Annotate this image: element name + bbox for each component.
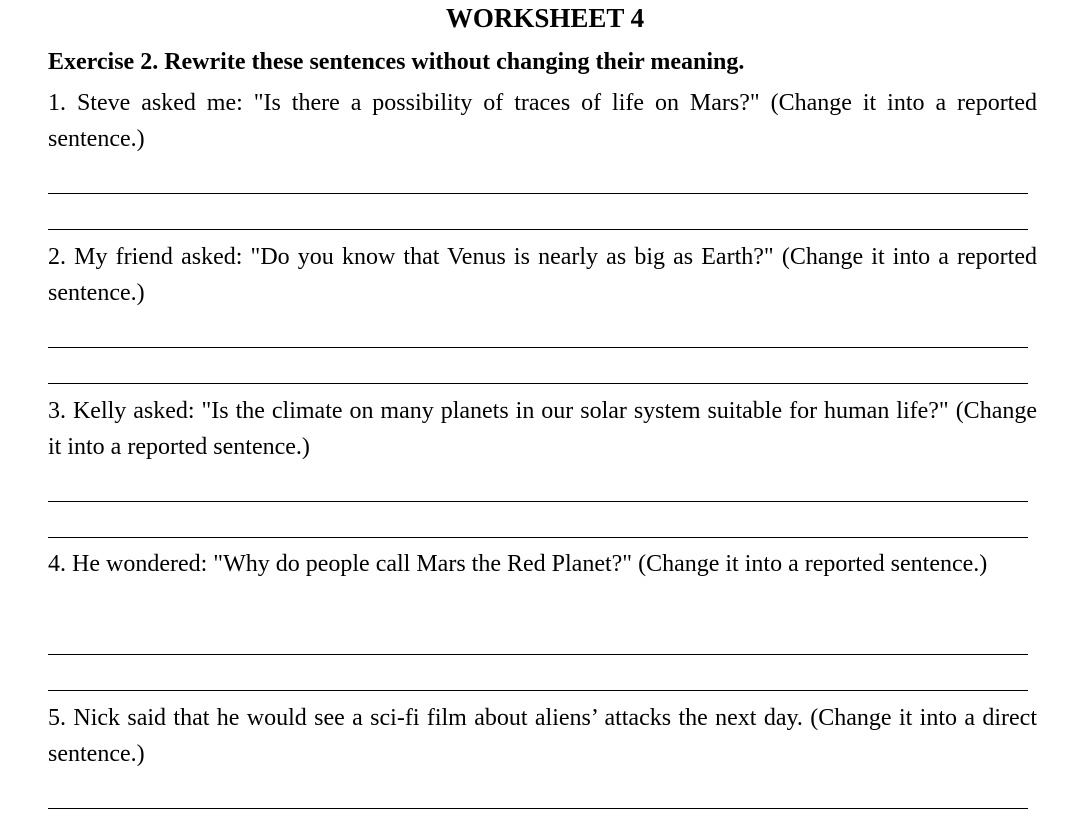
exercise-item-4 bbox=[48, 546, 1037, 582]
answer-line-4b[interactable] bbox=[48, 690, 1028, 691]
item-3-text: 3. Kelly asked: "Is the climate on many planets in our solar system suitable for human life?" (Change it into a reported sentence.) bbox=[48, 398, 1037, 460]
exercise-item-1 bbox=[48, 85, 1037, 157]
item-4-text: 4. He wondered: "Why do people call Mars the Red Planet?" (Change it into a reported sentence.) bbox=[48, 551, 988, 577]
answer-line-1a[interactable] bbox=[48, 193, 1028, 194]
exercise-item-5 bbox=[48, 700, 1037, 772]
answer-line-2a[interactable] bbox=[48, 347, 1028, 348]
answer-line-5a[interactable] bbox=[48, 808, 1028, 809]
answer-line-2b[interactable] bbox=[48, 383, 1028, 384]
answer-line-3b[interactable] bbox=[48, 537, 1028, 538]
exercise-item-3 bbox=[48, 393, 1037, 465]
item-2-text: 2. My friend asked: "Do you know that Venus is nearly as big as Earth?" (Change it into a reported sentence.) bbox=[48, 244, 1037, 306]
item-1-text: 1. Steve asked me: "Is there a possibility of traces of life on Mars?" (Change it into a reported sentence.) bbox=[48, 90, 1037, 152]
exercise-item-2 bbox=[48, 239, 1037, 311]
worksheet-title: WORKSHEET 4 bbox=[445, 3, 645, 33]
answer-line-4a[interactable] bbox=[48, 654, 1028, 655]
exercise-instruction: Exercise 2. Rewrite these sentences without changing their meaning. bbox=[48, 49, 745, 75]
answer-line-1b[interactable] bbox=[48, 229, 1028, 230]
item-5-text: 5. Nick said that he would see a sci-fi film about aliens’ attacks the next day. (Change it into a direct sentence.) bbox=[48, 705, 1037, 767]
answer-line-3a[interactable] bbox=[48, 501, 1028, 502]
